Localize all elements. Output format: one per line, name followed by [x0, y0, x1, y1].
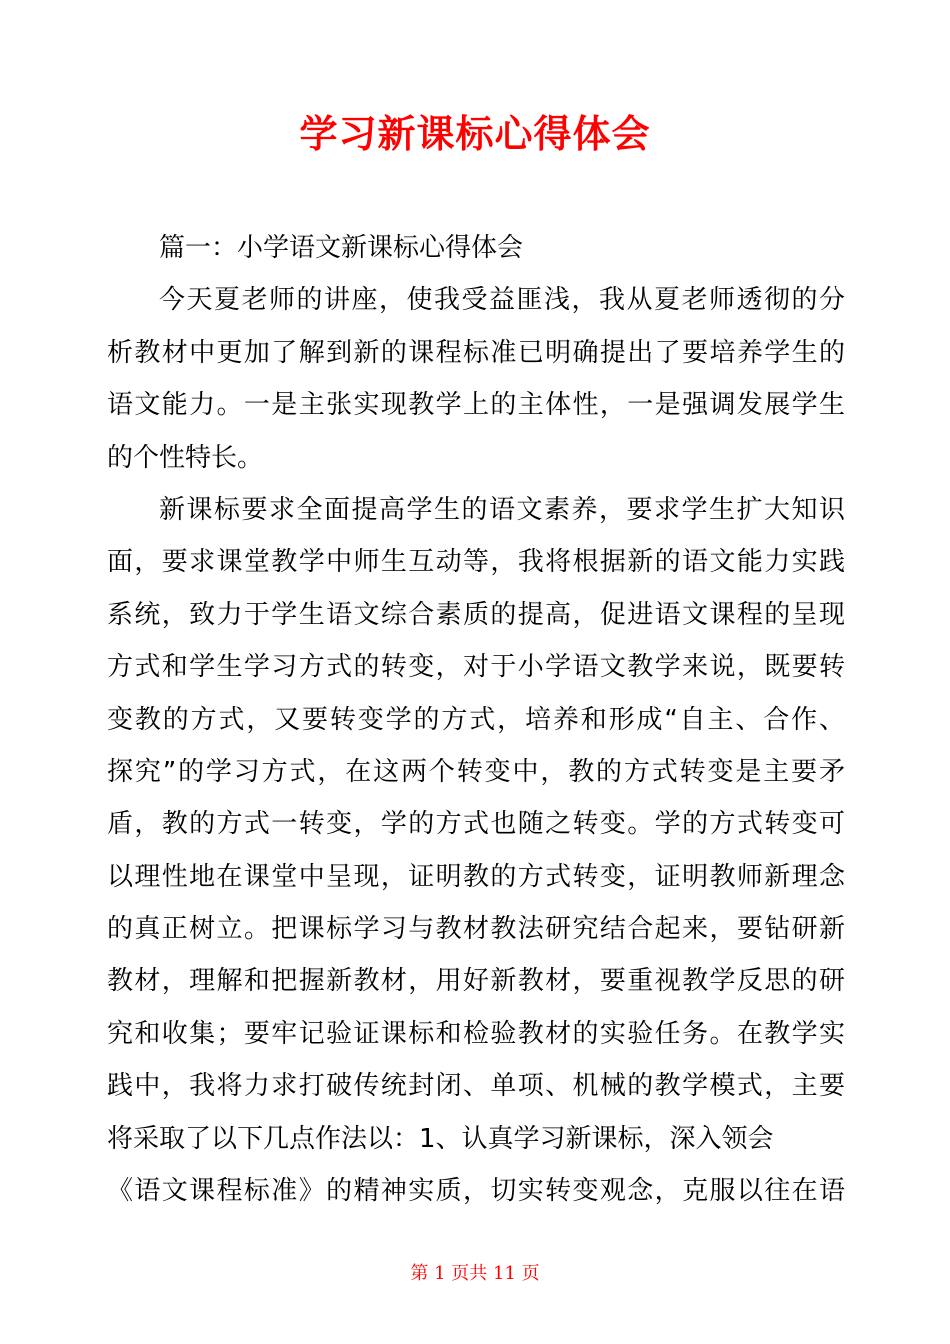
text-line: 的个性特长。 — [107, 442, 264, 473]
text-line: 教材，理解和把握新教材，用好新教材，要重视教学反思的研 — [107, 966, 845, 997]
text-line: 将采取了以下几点作法以：1、认真学习新课标，深入领会 — [107, 1123, 774, 1154]
document-body — [107, 222, 845, 1217]
text-line: 面，要求课堂教学中师生互动等，我将根据新的语文能力实践 — [107, 547, 845, 578]
text-line: 以理性地在课堂中呈现，证明教的方式转变，证明教师新理念 — [107, 861, 845, 892]
text-line: 变教的方式，又要转变学的方式，培养和形成“自主、合作、 — [107, 704, 845, 735]
text-line: 篇一：小学语文新课标心得体会 — [159, 233, 524, 263]
text-line: 盾，教的方式一转变，学的方式也随之转变。学的方式转变可 — [107, 809, 845, 840]
text-line: 析教材中更加了解到新的课程标准已明确提出了要培养学生的 — [107, 337, 845, 368]
text-line: 新课标要求全面提高学生的语文素养，要求学生扩大知识 — [159, 494, 845, 525]
text-line: 《语文课程标准》的精神实质，切实转变观念，克服以往在语 — [107, 1176, 845, 1207]
text-line: 践中，我将力求打破传统封闭、单项、机械的教学模式，主要 — [107, 1071, 845, 1102]
page-title: 学习新课标心得体会 — [299, 112, 651, 156]
page-footer: 第 1 页共 11 页 — [410, 1263, 540, 1284]
text-line: 探究”的学习方式，在这两个转变中，教的方式转变是主要矛 — [107, 756, 845, 787]
text-line: 语文能力。一是主张实现教学上的主体性，一是强调发展学生 — [107, 390, 845, 421]
text-line: 的真正树立。把课标学习与教材教法研究结合起来，要钻研新 — [107, 914, 845, 945]
text-line: 方式和学生学习方式的转变，对于小学语文教学来说，既要转 — [107, 652, 845, 683]
text-line: 今天夏老师的讲座，使我受益匪浅，我从夏老师透彻的分 — [159, 285, 845, 316]
text-line: 究和收集；要牢记验证课标和检验教材的实验任务。在教学实 — [107, 1018, 845, 1049]
text-line: 系统，致力于学生语文综合素质的提高，促进语文课程的呈现 — [107, 599, 845, 630]
